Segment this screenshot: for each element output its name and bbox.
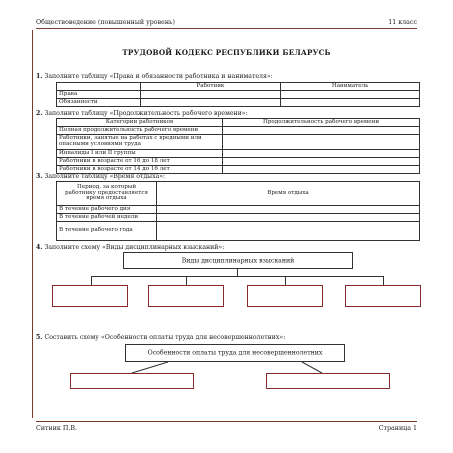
task-3-number: 3. xyxy=(36,173,43,180)
task-2-text: Заполните таблицу «Продолжительность рабочего времени»: xyxy=(44,110,248,117)
answer-cell[interactable] xyxy=(223,158,420,166)
table-row xyxy=(57,127,420,135)
pay-scheme-title-box xyxy=(125,344,345,362)
connector-line xyxy=(186,276,187,285)
penalty-answer-box[interactable] xyxy=(148,285,224,307)
task-2-prompt xyxy=(36,110,248,117)
pay-feature-answer-box[interactable] xyxy=(70,373,194,389)
penalty-answer-box[interactable] xyxy=(52,285,128,307)
task-2-number: 2. xyxy=(36,110,43,117)
table-row xyxy=(57,99,420,107)
scheme-title: Особенности оплаты труда для несовершеннолетних xyxy=(147,349,323,357)
answer-cell[interactable] xyxy=(141,99,281,107)
task-3-prompt xyxy=(36,173,165,180)
page-header xyxy=(36,14,417,26)
table-row xyxy=(57,150,420,158)
header-grade: 11 класс xyxy=(388,19,417,26)
answer-cell[interactable] xyxy=(157,222,420,241)
table-header: Наниматель xyxy=(281,83,420,91)
discipline-scheme-title-box xyxy=(123,252,353,269)
penalty-answer-box[interactable] xyxy=(345,285,421,307)
connector-line xyxy=(383,276,384,285)
connector-line xyxy=(91,276,92,285)
task-3-text: Заполните таблицу «Время отдыха»: xyxy=(44,173,166,180)
row-label: Работники в возрасте от 16 до 18 лет xyxy=(57,158,223,166)
page-footer xyxy=(36,425,417,437)
row-label: Обязанности xyxy=(57,99,141,107)
pay-feature-answer-box[interactable] xyxy=(266,373,390,389)
table-row xyxy=(57,214,420,222)
answer-cell[interactable] xyxy=(223,127,420,135)
task-1-text: Заполните таблицу «Права и обязанности работника и нанимателя»: xyxy=(44,73,273,80)
task-5-number: 5. xyxy=(36,334,43,341)
footer-rule xyxy=(36,421,417,422)
table-header: Продолжительность рабочего времени xyxy=(223,119,420,127)
connector-line xyxy=(91,276,383,277)
table-header xyxy=(57,83,141,91)
table-header: Время отдыха xyxy=(157,182,420,206)
row-label: В течение рабочего дня xyxy=(57,206,157,214)
table-row xyxy=(57,158,420,166)
answer-cell[interactable] xyxy=(281,91,420,99)
table-header: Работник xyxy=(141,83,281,91)
connector-line xyxy=(302,362,322,373)
row-label: В течение рабочей недели xyxy=(57,214,157,222)
connector-line xyxy=(132,362,168,373)
row-label: Инвалиды I или II группы xyxy=(57,150,223,158)
table-row xyxy=(57,222,420,241)
rest-time-table xyxy=(56,181,420,241)
connector-line xyxy=(237,269,238,276)
task-4-text: Заполните схему «Виды дисциплинарных взысканий»: xyxy=(44,244,225,251)
task-4-number: 4. xyxy=(36,244,43,251)
table-header: Категории работников xyxy=(57,119,223,127)
row-label: В течение рабочего года xyxy=(57,222,157,241)
footer-page-number: Страница 1 xyxy=(378,425,417,432)
task-5-text: Составить схему «Особенности оплаты труда для несовершеннолетних»: xyxy=(44,334,286,341)
task-1-number: 1. xyxy=(36,73,43,80)
page-title: ТРУДОВОЙ КОДЕКС РЕСПУБЛИКИ БЕЛАРУСЬ xyxy=(122,48,331,57)
table-header: Период, за который работнику предоставляется время отдыха xyxy=(57,182,157,206)
answer-cell[interactable] xyxy=(157,206,420,214)
answer-cell[interactable] xyxy=(141,91,281,99)
task-1-prompt xyxy=(36,73,273,80)
rights-duties-table xyxy=(56,82,420,107)
table-row xyxy=(57,135,420,150)
row-label: Работники в возрасте от 14 до 16 лет xyxy=(57,166,223,174)
row-label: Полная продолжительность рабочего времени xyxy=(57,127,223,135)
row-label: Работники, занятые на работах с вредными или опасными условиями труда xyxy=(57,135,223,150)
answer-cell[interactable] xyxy=(281,99,420,107)
table-row xyxy=(57,206,420,214)
scheme-title: Виды дисциплинарных взысканий xyxy=(181,257,295,264)
answer-cell[interactable] xyxy=(223,166,420,174)
row-label: Права xyxy=(57,91,141,99)
margin-rule xyxy=(32,30,33,418)
header-subject: Обществоведение (повышенный уровень) xyxy=(36,19,175,26)
header-rule xyxy=(36,28,417,29)
answer-cell[interactable] xyxy=(157,214,420,222)
task-4-prompt xyxy=(36,244,224,251)
connector-line xyxy=(285,276,286,285)
footer-author: Ситник П.В. xyxy=(36,425,77,432)
answer-cell[interactable] xyxy=(223,150,420,158)
task-5-prompt xyxy=(36,334,285,341)
penalty-answer-box[interactable] xyxy=(247,285,323,307)
answer-cell[interactable] xyxy=(223,135,420,150)
table-row xyxy=(57,91,420,99)
working-time-table xyxy=(56,118,420,174)
